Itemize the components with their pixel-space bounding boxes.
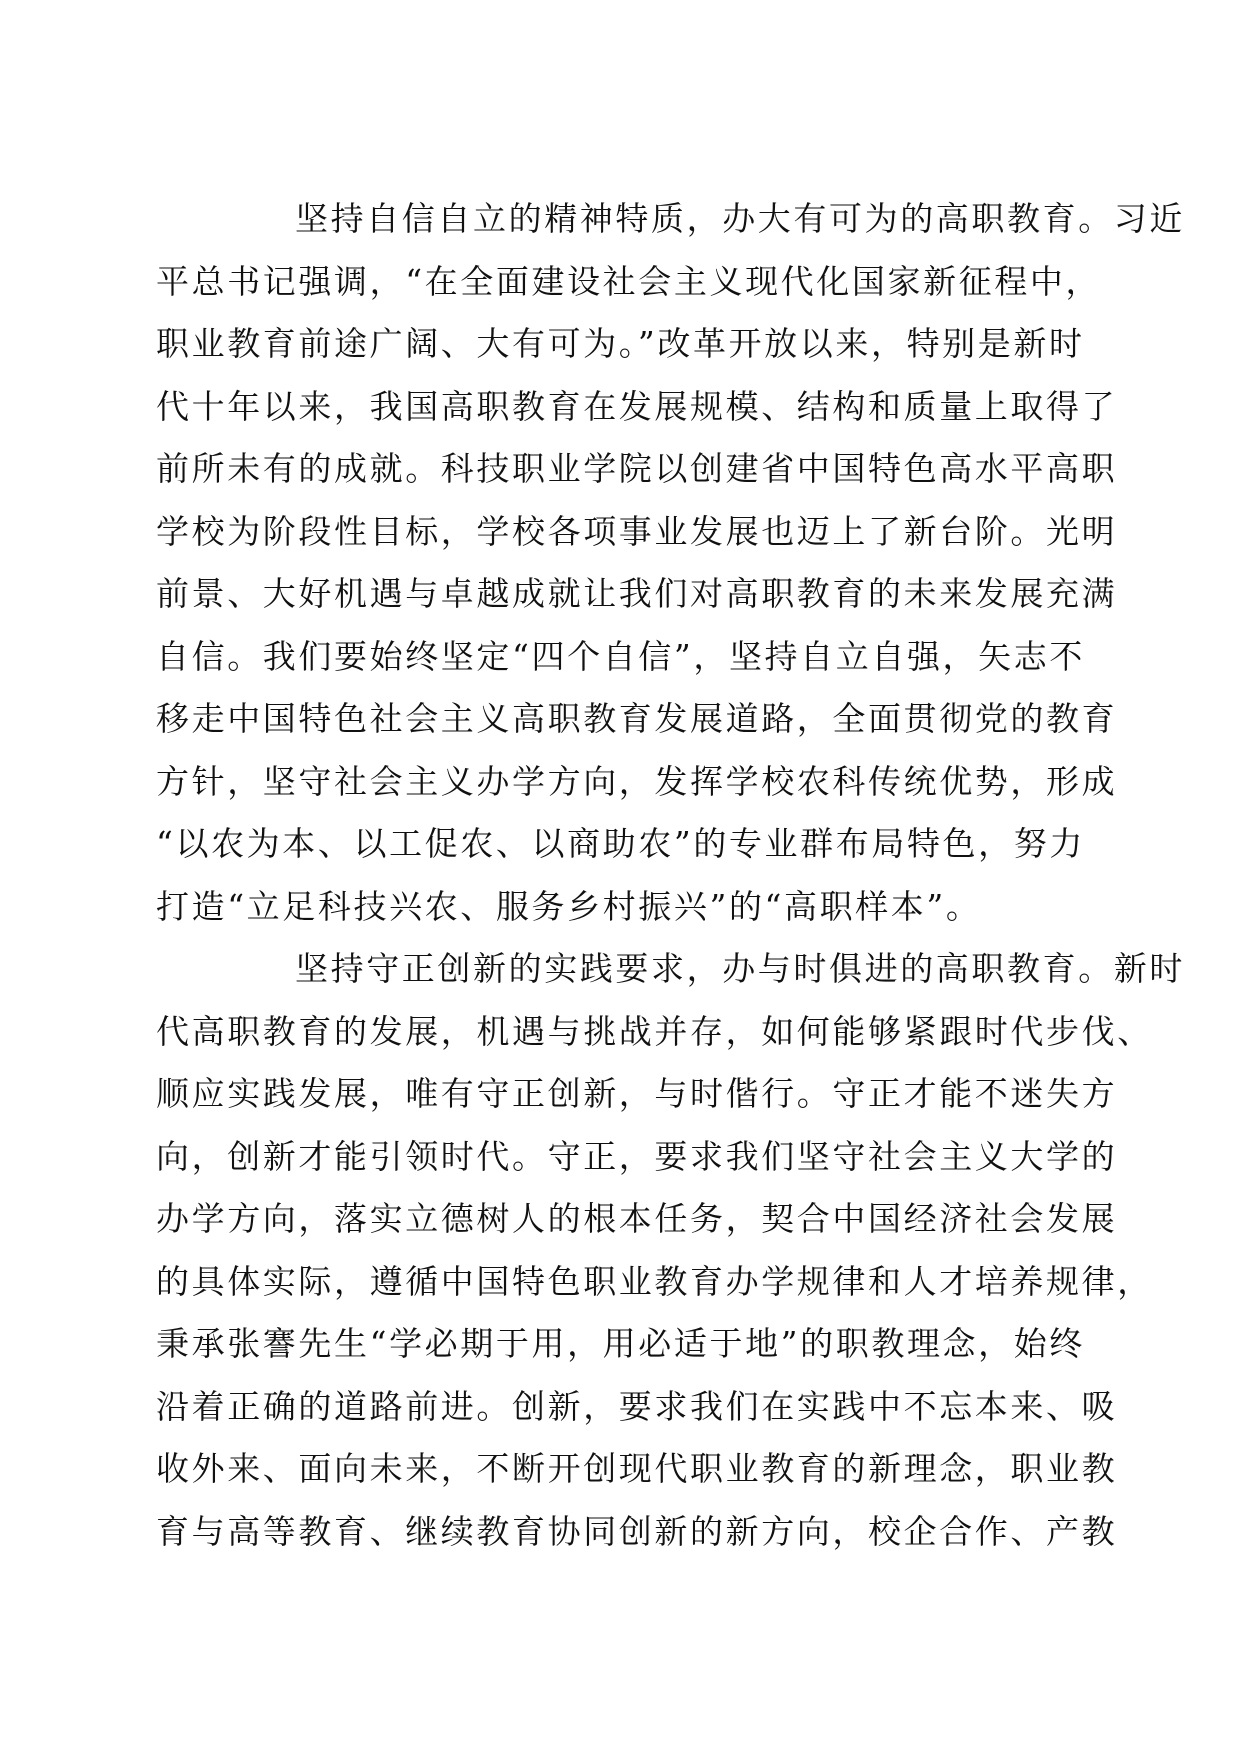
paragraph-line: 坚持自信自立的精神特质，办大有可为的高职教育。习近 bbox=[295, 199, 1185, 238]
paragraph-line: 移走中国特色社会主义高职教育发展道路，全面贯彻党的教育 bbox=[156, 699, 1118, 738]
paragraph-line: 办学方向，落实立德树人的根本任务，契合中国经济社会发展 bbox=[156, 1199, 1118, 1238]
paragraph-line: 收外来、面向未来，不断开创现代职业教育的新理念，职业教 bbox=[156, 1449, 1118, 1488]
paragraph-line: 的具体实际，遵循中国特色职业教育办学规律和人才培养规律， bbox=[156, 1261, 1153, 1301]
paragraph-line: 代十年以来，我国高职教育在发展规模、结构和质量上取得了 bbox=[156, 386, 1118, 426]
paragraph-line: 育与高等教育、继续教育协同创新的新方向，校企合作、产教 bbox=[156, 1511, 1118, 1551]
paragraph-line: 前所未有的成就。科技职业学院以创建省中国特色高水平高职 bbox=[156, 449, 1118, 488]
paragraph-line: 学校为阶段性目标，学校各项事业发展也迈上了新台阶。光明 bbox=[156, 511, 1118, 551]
paragraph-line: 方针，坚守社会主义办学方向，发挥学校农科传统优势，形成 bbox=[156, 761, 1118, 801]
document-body bbox=[156, 188, 1185, 1563]
paragraph-line: 向，创新才能引领时代。守正，要求我们坚守社会主义大学的 bbox=[156, 1136, 1118, 1176]
paragraph-line: 沿着正确的道路前进。创新，要求我们在实践中不忘本来、吸 bbox=[156, 1386, 1118, 1426]
paragraph-line: 自信。我们要始终坚定“四个自信”，坚持自立自强，矢志不 bbox=[156, 636, 1085, 676]
paragraph-line: 前景、大好机遇与卓越成就让我们对高职教育的未来发展充满 bbox=[156, 574, 1118, 613]
paragraph-line: 顺应实践发展，唯有守正创新，与时偕行。守正才能不迷失方 bbox=[156, 1074, 1118, 1113]
paragraph-line: “以农为本、以工促农、以商助农”的专业群布局特色，努力 bbox=[156, 824, 1085, 863]
paragraph-line: 职业教育前途广阔、大有可为。”改革开放以来，特别是新时 bbox=[156, 324, 1085, 363]
paragraph-2 bbox=[156, 938, 1185, 1563]
paragraph-line: 秉承张謇先生“学必期于用，用必适于地”的职教理念，始终 bbox=[156, 1324, 1085, 1363]
paragraph-line: 坚持守正创新的实践要求，办与时俱进的高职教育。新时 bbox=[295, 949, 1185, 988]
paragraph-1 bbox=[156, 188, 1185, 938]
paragraph-line: 平总书记强调，“在全面建设社会主义现代化国家新征程中， bbox=[156, 261, 1102, 301]
paragraph-line: 打造“立足科技兴农、服务乡村振兴”的“高职样本”。 bbox=[156, 886, 982, 926]
paragraph-line: 代高职教育的发展，机遇与挑战并存，如何能够紧跟时代步伐、 bbox=[156, 1011, 1153, 1051]
